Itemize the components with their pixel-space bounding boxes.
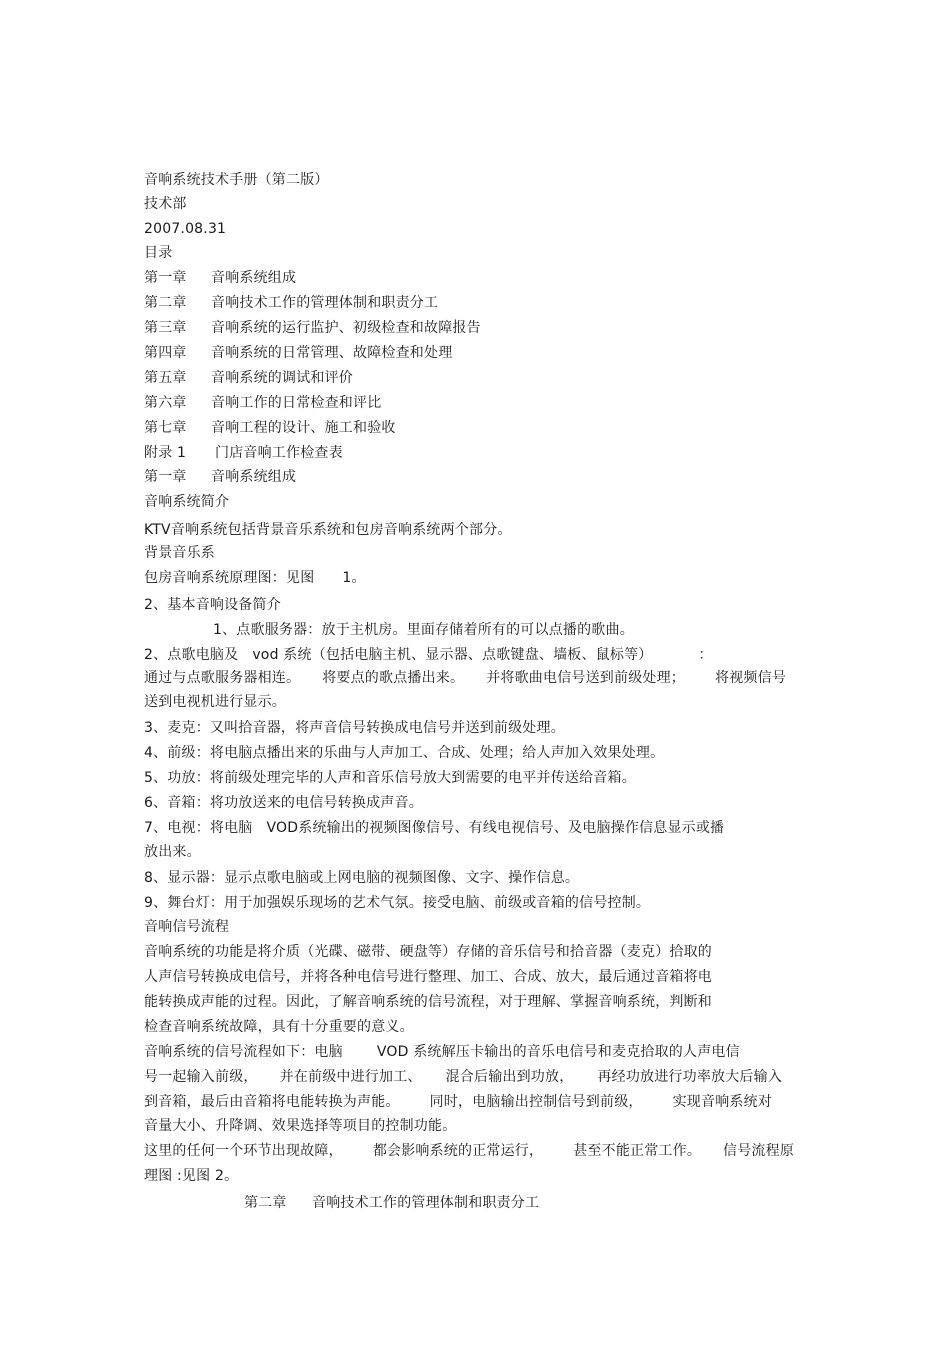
paragraph: 背景音乐系: [144, 545, 215, 561]
paragraph-line: 到音箱，最后由音箱将电能转换为声能。 同时，电脑输出控制信号到前级， 实现音响系统对: [144, 1094, 773, 1110]
list-item: 送到电视机进行显示。: [144, 694, 286, 710]
list-item: 8、显示器：显示点歌电脑或上网电脑的视频图像、文字、操作信息。: [144, 870, 580, 886]
list-item: 4、前级：将电脑点播出来的乐曲与人声加工、合成、处理；给人声加入效果处理。: [144, 745, 665, 761]
paragraph-line: 音量大小、升降调、效果选择等项目的控制功能。: [144, 1118, 457, 1134]
department: 技术部: [144, 196, 187, 212]
paragraph-line: 音响系统的信号流程如下：电脑 VOD 系统解压卡输出的音乐电信号和麦克拾取的人声电信: [144, 1044, 740, 1060]
toc-item[interactable]: 第七章 音响工程的设计、施工和验收: [144, 420, 396, 436]
list-item: 3、麦克：又叫拾音器，将声音信号转换成电信号并送到前级处理。: [144, 720, 565, 736]
date: 2007.08.31: [144, 221, 227, 237]
toc-item[interactable]: 第四章 音响系统的日常管理、故障检查和处理: [144, 345, 453, 361]
document-title: 音响系统技术手册（第二版）: [144, 172, 329, 188]
list-item: 放出来。: [144, 844, 201, 860]
toc-item[interactable]: 第三章 音响系统的运行监护、初级检查和故障报告: [144, 320, 481, 336]
toc-heading: 目录: [144, 245, 173, 261]
chapter-heading: 第二章 音响技术工作的管理体制和职责分工: [244, 1195, 540, 1211]
toc-item[interactable]: 第一章 音响系统组成: [144, 270, 297, 286]
paragraph-line: 能转换成声能的过程。因此，了解音响系统的信号流程，对于理解、掌握音响系统，判断和: [144, 994, 712, 1010]
section-heading: 音响信号流程: [144, 919, 230, 935]
section-heading: 2、基本音响设备简介: [144, 597, 281, 613]
paragraph-line: 检查音响系统故障，具有十分重要的意义。: [144, 1019, 414, 1035]
list-item: 1、点歌服务器：放于主机房。里面存储着所有的可以点播的歌曲。: [213, 622, 634, 638]
list-item: 通过与点歌服务器相连。 将要点的歌点播出来。 并将歌曲电信号送到前级处理； 将视频信号: [144, 670, 787, 686]
paragraph: 包房音响系统原理图：见图 1。: [144, 570, 366, 586]
toc-item[interactable]: 附录 1 门店音响工作检查表: [144, 445, 343, 461]
section-heading: 音响系统简介: [144, 494, 230, 510]
list-item: 7、电视：将电脑 VOD系统输出的视频图像信号、有线电视信号、及电脑操作信息显示或播: [144, 820, 725, 836]
paragraph: KTV音响系统包括背景音乐系统和包房音响系统两个部分。: [144, 522, 512, 538]
list-item: 9、舞台灯：用于加强娱乐现场的艺术气氛。接受电脑、前级或音箱的信号控制。: [144, 895, 651, 911]
paragraph-line: 理图 :见图 2。: [144, 1168, 239, 1184]
toc-item[interactable]: 第六章 音响工作的日常检查和评比: [144, 395, 382, 411]
list-item: 6、音箱：将功放送来的电信号转换成声音。: [144, 795, 423, 811]
paragraph-line: 人声信号转换成电信号，并将各种电信号进行整理、加工、合成、放大，最后通过音箱将电: [144, 969, 712, 985]
chapter-heading: 第一章 音响系统组成: [144, 469, 297, 485]
list-item: 5、功放：将前级处理完毕的人声和音乐信号放大到需要的电平并传送给音箱。: [144, 770, 636, 786]
list-item: 2、点歌电脑及 vod 系统（包括电脑主机、显示器、点歌键盘、墙板、鼠标等） ：: [144, 647, 713, 663]
toc-item[interactable]: 第五章 音响系统的调试和评价: [144, 370, 353, 386]
paragraph-line: 音响系统的功能是将介质（光碟、磁带、硬盘等）存储的音乐信号和拾音器（麦克）拾取的: [144, 944, 712, 960]
paragraph-line: 号一起输入前级， 并在前级中进行加工、 混合后输出到功放， 再经功放进行功率放大后输入: [144, 1069, 783, 1085]
toc-item[interactable]: 第二章 音响技术工作的管理体制和职责分工: [144, 295, 439, 311]
paragraph-line: 这里的任何一个环节出现故障， 都会影响系统的正常运行， 甚至不能正常工作。 信号流程原: [144, 1143, 795, 1159]
